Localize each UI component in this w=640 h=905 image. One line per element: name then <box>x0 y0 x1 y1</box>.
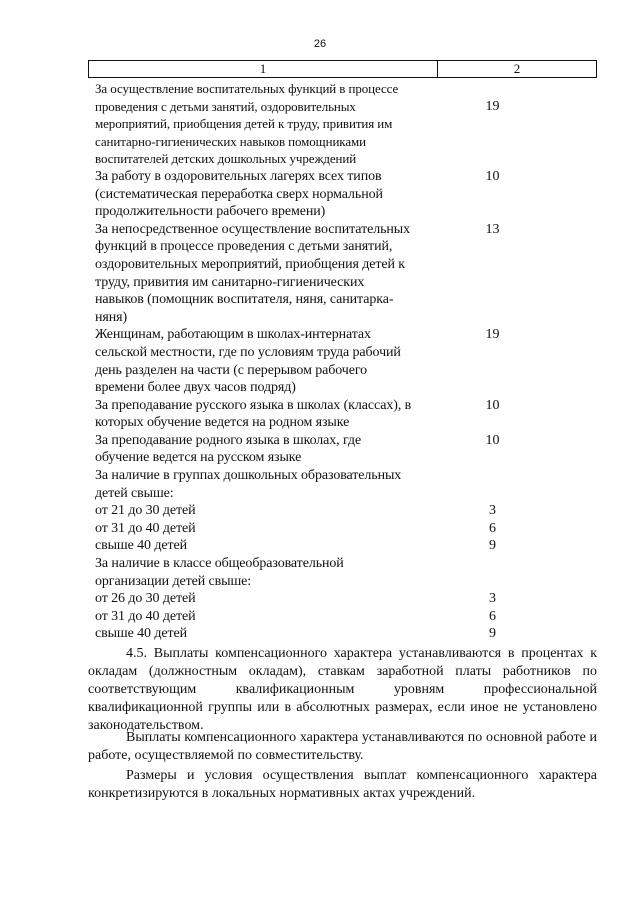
row-description <box>95 467 440 502</box>
row-description-line: свыше 40 детей <box>95 538 187 554</box>
row-description-line: За осуществление воспитательных функций в процессе <box>95 81 399 96</box>
row-description <box>95 608 440 626</box>
row-description <box>95 326 440 396</box>
row-description-line: времени более двух часов подряд) <box>95 380 296 396</box>
row-description <box>95 520 440 538</box>
table-row <box>95 397 525 432</box>
table-header-col-2: 2 <box>513 61 521 76</box>
row-description-line: продолжительности рабочего времени) <box>95 204 326 220</box>
table-row <box>95 168 525 221</box>
row-value-text: 9 <box>489 538 496 554</box>
row-description-line: день разделен на части (с перерывом рабочего <box>95 362 368 378</box>
row-description-line: обучение ведется на русском языке <box>95 450 302 466</box>
row-value-text: 3 <box>489 503 496 519</box>
paragraph-sizes: Размеры и условия осуществления выплат компенсационного характера конкретизируются в локальных нормативных актах учреждений. <box>88 768 597 801</box>
table-row <box>95 608 525 626</box>
row-value-text: 10 <box>485 168 500 184</box>
row-description-line: санитарно-гигиенических навыков помощниками <box>95 133 366 149</box>
row-value-text: 10 <box>485 432 500 448</box>
row-value <box>440 221 525 239</box>
row-value <box>440 502 525 520</box>
row-description-line: от 31 до 40 детей <box>95 520 196 536</box>
row-description <box>95 80 440 168</box>
row-description-line: За преподавание русского языка в школах (классах), в <box>95 397 412 413</box>
row-description <box>95 168 440 221</box>
row-description-line: воспитателей детских дошкольных учреждений <box>95 151 357 167</box>
row-description <box>95 502 440 520</box>
row-description-line: свыше 40 детей <box>95 626 187 642</box>
row-value-text: 9 <box>489 626 496 642</box>
table-row <box>95 625 525 643</box>
row-description-line: от 31 до 40 детей <box>95 608 196 624</box>
row-description <box>95 555 440 590</box>
row-value <box>440 608 525 626</box>
table-row <box>95 80 525 168</box>
row-description <box>95 397 440 432</box>
row-description-line: оздоровительных мероприятий, приобщения детей к <box>95 256 405 272</box>
row-description-line: проведения с детьми занятий, оздоровительных <box>95 98 356 114</box>
row-description-line: от 26 до 30 детей <box>95 591 196 607</box>
row-description <box>95 537 440 555</box>
table-row <box>95 520 525 538</box>
row-description <box>95 221 440 327</box>
table-row <box>95 502 525 520</box>
row-value-text: 6 <box>489 608 496 624</box>
paragraph-4-5: 4.5. Выплаты компенсационного характера устанавливаются в процентах к окладам (должностным окладам), ставкам заработной платы работников по соответствующим квалификационным уровням профессиональной квалификационной группы или в абсолютных размерах, если иное не установлено законодательством. <box>88 646 597 733</box>
row-description-line: За наличие в классе общеобразовательной <box>95 556 344 572</box>
paragraph-payments: Выплаты компенсационного характера устанавливаются по основной работе и работе, осуществляемой по совместительству. <box>88 730 597 763</box>
row-value <box>440 537 525 555</box>
table-row <box>95 467 525 502</box>
table-row <box>95 555 525 590</box>
row-value-text: 10 <box>485 397 500 413</box>
row-value-text: 19 <box>485 98 500 114</box>
row-value <box>440 397 525 415</box>
table-row <box>95 590 525 608</box>
row-description-line: мероприятий, приобщения детей к труду, привития им <box>95 116 393 132</box>
row-description-line: За работу в оздоровительных лагерях всех типов <box>95 168 382 184</box>
row-description-line: За преподавание родного языка в школах, где <box>95 432 362 448</box>
row-description-line: детей свыше: <box>95 485 174 501</box>
table-row <box>95 432 525 467</box>
row-description <box>95 432 440 467</box>
page-number: 26 <box>313 38 327 50</box>
table-row <box>95 221 525 327</box>
row-description <box>95 625 440 643</box>
row-value <box>440 80 525 115</box>
row-value <box>440 590 525 608</box>
row-description-line: (систематическая переработка сверх нормальной <box>95 186 383 202</box>
row-value-text: 3 <box>489 591 496 607</box>
row-description-line: Женщинам, работающим в школах-интернатах <box>95 327 371 343</box>
row-description-line: сельской местности, где по условиям труда рабочий <box>95 344 401 360</box>
table-row <box>95 537 525 555</box>
row-value <box>440 326 525 344</box>
row-description-line: За непосредственное осуществление воспитательных <box>95 221 410 237</box>
row-description-line: функций в процессе проведения с детьми занятий, <box>95 239 393 255</box>
row-value-text: 6 <box>489 520 496 536</box>
table-body <box>95 80 525 643</box>
row-description <box>95 590 440 608</box>
table-header-col-1: 1 <box>89 61 438 77</box>
row-description-line: труду, привития им санитарно-гигиенических <box>95 274 365 290</box>
table-row <box>95 326 525 396</box>
row-description-line: от 21 до 30 детей <box>95 503 196 519</box>
row-value <box>440 520 525 538</box>
row-description-line: За наличие в группах дошкольных образовательных <box>95 468 402 484</box>
row-description-line: няня) <box>95 309 128 325</box>
row-value-text: 19 <box>485 327 500 343</box>
row-value <box>440 168 525 186</box>
row-description-line: организации детей свыше: <box>95 573 252 589</box>
row-description-line: навыков (помощник воспитателя, няня, санитарка- <box>95 292 394 308</box>
row-value-text: 13 <box>485 221 500 237</box>
row-description-line: которых обучение ведется на родном языке <box>95 415 350 431</box>
table-header <box>88 60 597 78</box>
row-value <box>440 432 525 450</box>
row-value <box>440 625 525 643</box>
